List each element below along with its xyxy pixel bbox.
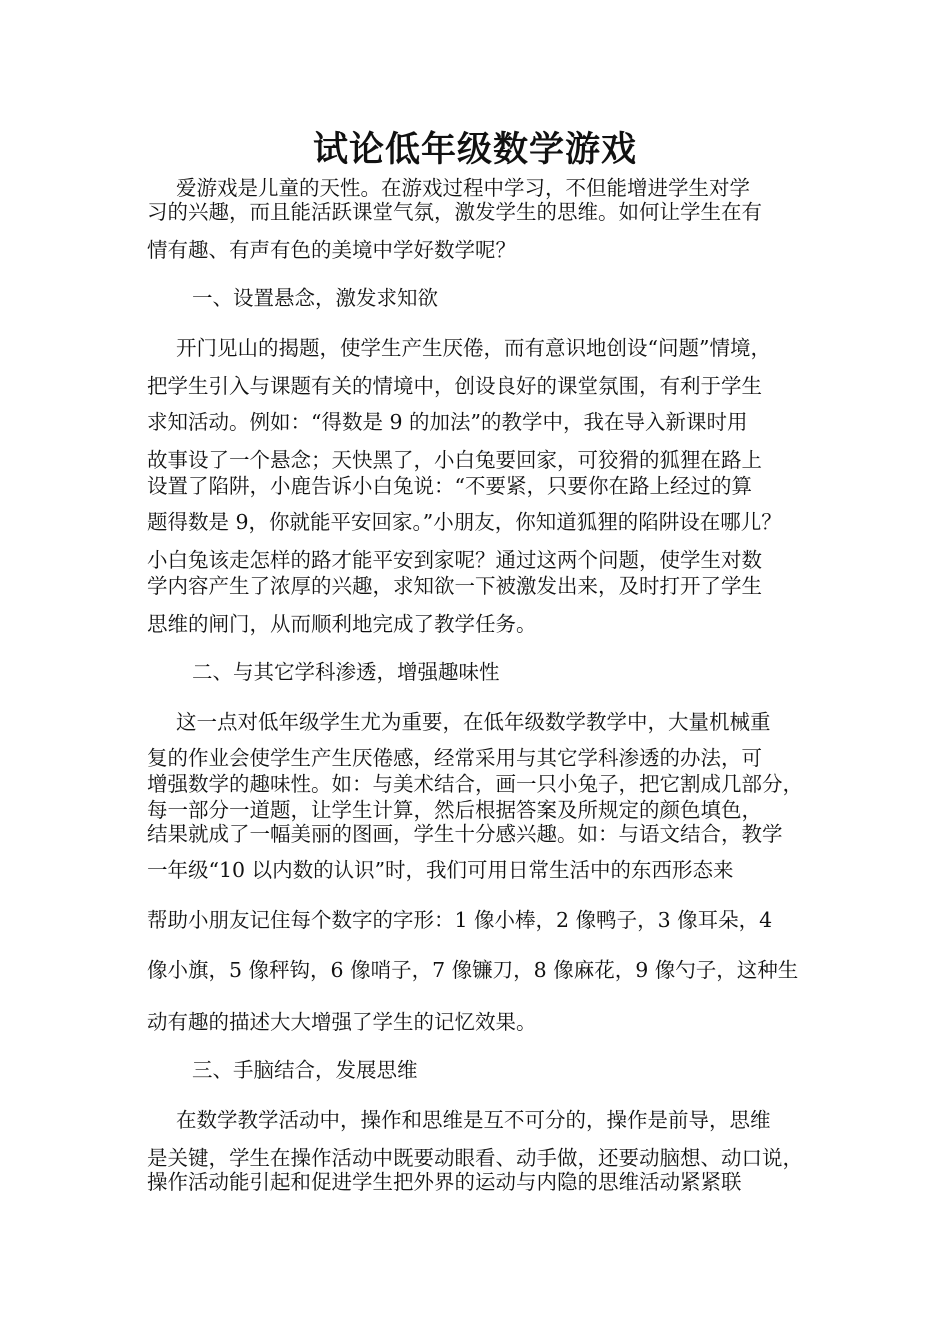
- paragraph-line: 开门见山的揭题，使学生产生厌倦，而有意识地创设“问题”情境，: [176, 336, 771, 360]
- paragraph-line: 这一点对低年级学生尤为重要，在低年级数学教学中，大量机械重: [176, 710, 771, 734]
- paragraph-line: 求知活动。例如：“得数是 9 的加法”的教学中，我在导入新课时用: [147, 410, 748, 434]
- paragraph-line: 每一部分一道题，让学生计算，然后根据答案及所规定的颜色填色，: [147, 798, 762, 822]
- paragraph-line: 把学生引入与课题有关的情境中，创设良好的课堂氛围，有利于学生: [147, 374, 762, 398]
- paragraph-line: 设置了陷阱，小鹿告诉小白兔说：“不要紧，只要你在路上经过的算: [147, 474, 752, 498]
- paragraph-line: 题得数是 9，你就能平安回家。”小朋友，你知道狐狸的陷阱设在哪儿？: [147, 510, 782, 534]
- paragraph-line: 复的作业会使学生产生厌倦感，经常采用与其它学科渗透的办法，可: [147, 746, 762, 770]
- paragraph-line: 在数学教学活动中，操作和思维是互不可分的，操作是前导，思维: [176, 1108, 771, 1132]
- paragraph-line: 操作活动能引起和促进学生把外界的运动与内隐的思维活动紧紧联: [147, 1170, 742, 1194]
- paragraph-line: 结果就成了一幅美丽的图画，学生十分感兴趣。如：与语文结合，教学: [147, 822, 783, 846]
- section-heading: 二、与其它学科渗透，增强趣味性: [192, 660, 500, 684]
- paragraph-line: 学内容产生了浓厚的兴趣，求知欲一下被激发出来，及时打开了学生: [147, 574, 762, 598]
- paragraph-line: 增强数学的趣味性。如：与美术结合，画一只小兔子，把它割成几部分，: [147, 772, 803, 796]
- paragraph-line: 故事设了一个悬念；天快黑了，小白兔要回家，可狡猾的狐狸在路上: [147, 448, 762, 472]
- document-title: 试论低年级数学游戏: [312, 129, 637, 170]
- intro-line: 爱游戏是儿童的天性。在游戏过程中学习，不但能增进学生对学: [176, 176, 750, 200]
- paragraph-line: 帮助小朋友记住每个数字的字形：1 像小棒，2 像鸭子，3 像耳朵，4: [147, 908, 773, 932]
- paragraph-line: 是关键，学生在操作活动中既要动眼看、动手做，还要动脑想、动口说，: [147, 1146, 803, 1170]
- paragraph-line: 思维的闸门，从而顺利地完成了教学任务。: [147, 612, 537, 636]
- intro-line: 情有趣、有声有色的美境中学好数学呢？: [147, 238, 516, 262]
- intro-line: 习的兴趣，而且能活跃课堂气氛，激发学生的思维。如何让学生在有: [147, 200, 762, 224]
- paragraph-line: 像小旗，5 像秤钩，6 像哨子，7 像镰刀，8 像麻花，9 像勺子，这种生: [147, 958, 799, 982]
- section-heading: 一、设置悬念，激发求知欲: [192, 286, 438, 310]
- paragraph-line: 小白兔该走怎样的路才能平安到家呢？通过这两个问题，使学生对数: [147, 548, 762, 572]
- section-heading: 三、手脑结合，发展思维: [192, 1058, 418, 1082]
- paragraph-line: 一年级“10 以内数的认识”时，我们可用日常生活中的东西形态来: [147, 858, 734, 882]
- paragraph-line: 动有趣的描述大大增强了学生的记忆效果。: [147, 1010, 537, 1034]
